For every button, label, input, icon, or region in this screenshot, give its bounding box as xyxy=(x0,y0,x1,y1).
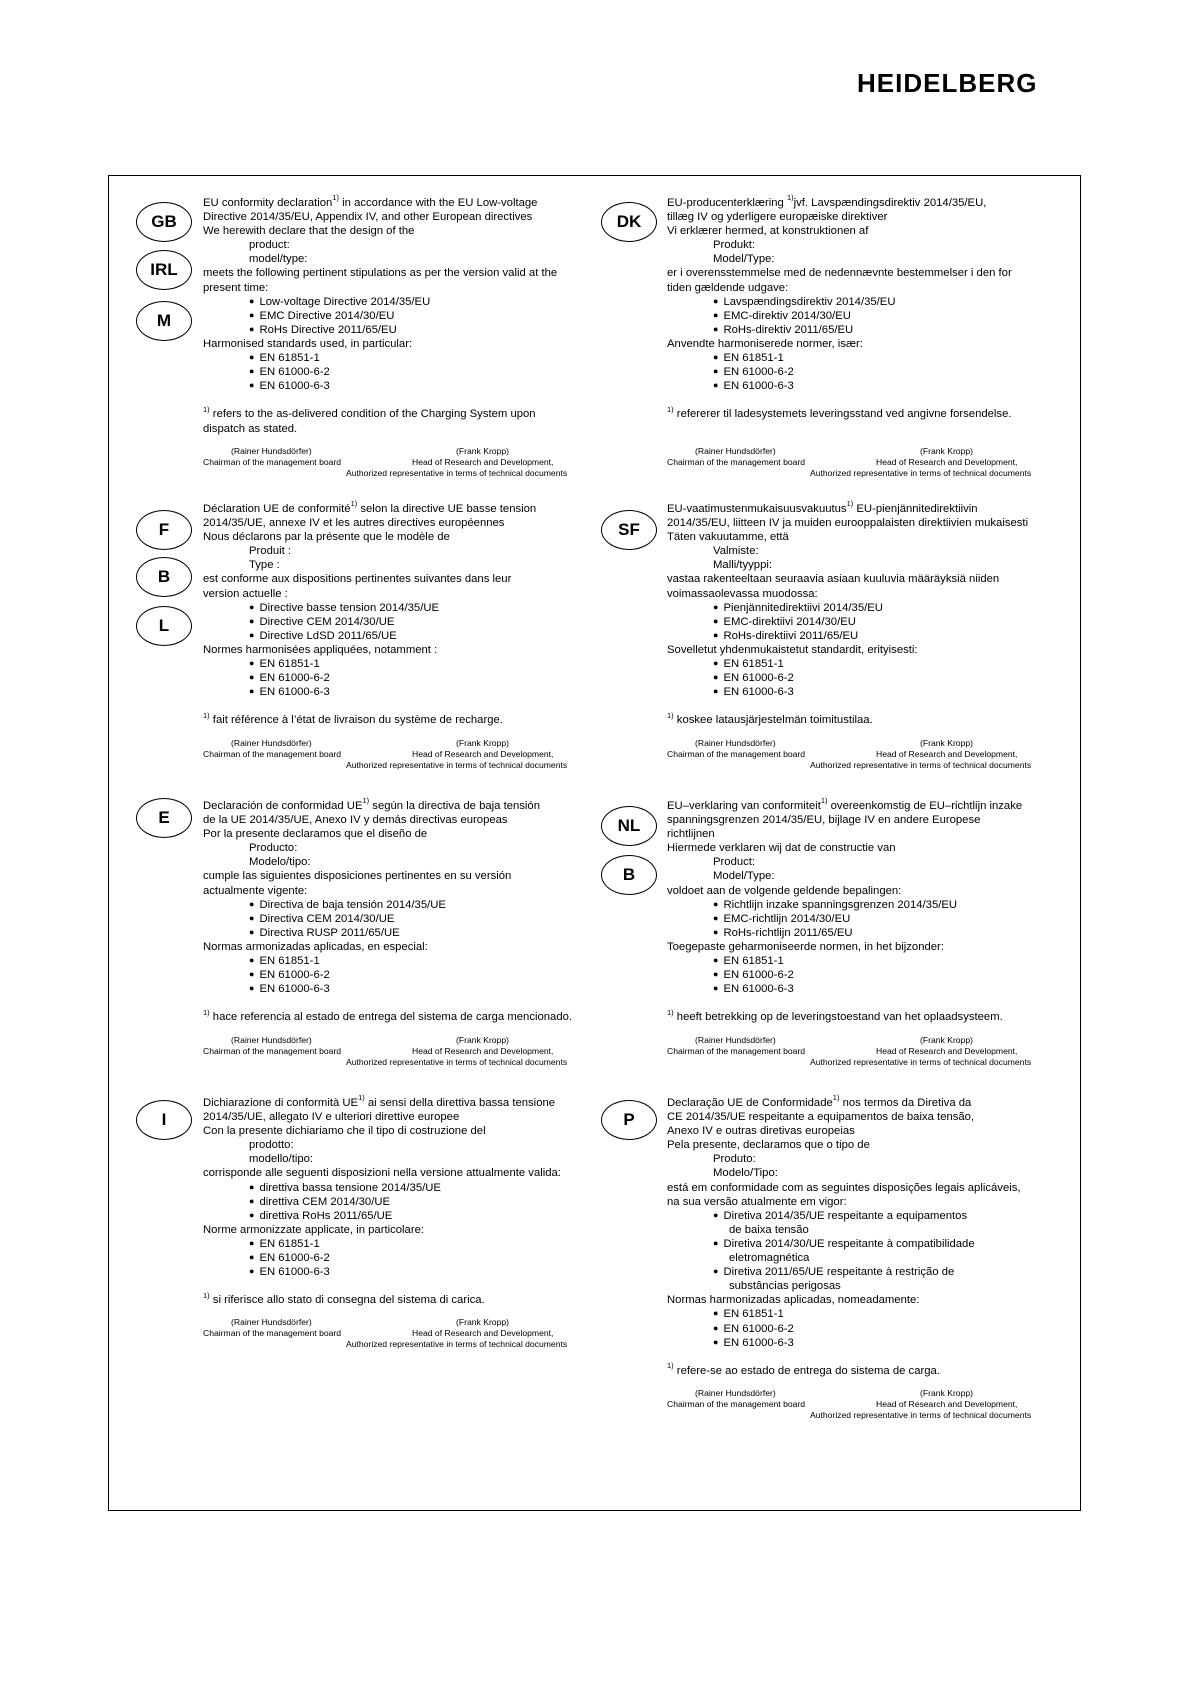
declaration-nl xyxy=(667,796,1107,1075)
text-line: 2014/35/UE, annexe IV et les autres directives européennes xyxy=(203,517,505,530)
declaration-it xyxy=(203,1093,643,1357)
text-line: ● EN 61851-1 xyxy=(667,1307,1107,1321)
text-line: substâncias perigosas xyxy=(729,1280,841,1293)
declaration-fr xyxy=(203,499,643,778)
text-line: ● RoHs-direktiivi 2011/65/EU xyxy=(667,629,1107,643)
text-line: Produit : xyxy=(249,545,292,558)
text-line: Anvendte harmoniserede normer, især: xyxy=(667,337,863,350)
text-line: ● Lavspændingsdirektiv 2014/35/EU xyxy=(667,295,1107,309)
text-line: ● EN 61000-6-2 xyxy=(667,671,1107,685)
text-line: ● EN 61851-1 xyxy=(203,657,643,671)
text-line: tiden gældende udgave: xyxy=(667,281,789,294)
signature-block xyxy=(203,1317,643,1357)
text-line: er i overensstemmelse med de nedennævnte bestemmelser i den for xyxy=(667,267,1012,280)
text-line: corrisponde alle seguenti disposizioni nella versione attualmente valida: xyxy=(203,1167,561,1180)
footnote-marker: 1) xyxy=(203,1290,210,1300)
text-line: ● EMC-richtlijn 2014/30/EU xyxy=(667,912,1107,926)
text-line: ● Directive LdSD 2011/65/UE xyxy=(203,629,643,643)
signature-text: (Frank Kropp) xyxy=(456,1034,510,1045)
signature-text: Authorized representative in terms of technical documents xyxy=(810,1409,1032,1420)
signature-text: Chairman of the management board xyxy=(667,1045,806,1056)
text-line: tillæg IV og yderligere europæiske direktiver xyxy=(667,211,888,224)
text-line: ● EN 61851-1 xyxy=(667,954,1107,968)
text-line: ● direttiva RoHs 2011/65/UE xyxy=(203,1209,643,1223)
spacer xyxy=(203,393,643,407)
signature-block xyxy=(667,1388,1107,1428)
country-code-m: M xyxy=(136,301,192,341)
footnote-marker: 1) xyxy=(667,1007,674,1017)
spacer xyxy=(667,699,1107,713)
text-line: Sovelletut yhdenmukaistetut standardit, erityisesti: xyxy=(667,643,918,656)
text-line: ● EN 61851-1 xyxy=(203,351,643,365)
heidelberg-logo: HEIDELBERG xyxy=(857,68,1038,98)
text-line: ● EN 61000-6-2 xyxy=(203,365,643,379)
text-line: ● Diretiva 2014/30/UE respeitante à compatibilidade xyxy=(667,1237,1107,1251)
text-line: ● Directiva CEM 2014/30/UE xyxy=(203,912,643,926)
text-line: Norme armonizzate applicate, in particolare: xyxy=(203,1223,425,1236)
text-line: Modelo/Tipo: xyxy=(713,1167,778,1180)
text-line: Produto: xyxy=(713,1153,756,1166)
text-line: ● direttiva bassa tensione 2014/35/UE xyxy=(203,1181,643,1195)
footnote-marker: 1) xyxy=(667,710,674,720)
text-line: $^{1)}$ refererer til ladesystemets leveringsstand ved angivne forsendelse. xyxy=(667,404,1012,421)
text-line: Product: xyxy=(713,856,756,869)
spacer xyxy=(667,393,1107,407)
signature-text: (Rainer Hundsdörfer) xyxy=(695,1034,776,1045)
text-line: ● EN 61851-1 xyxy=(203,954,643,968)
signature-text: Authorized representative in terms of technical documents xyxy=(346,1339,568,1350)
text-line: Type : xyxy=(249,559,280,572)
text-line: Declaración de conformidad UE$^{1)}$ según la directiva de baja tensión xyxy=(203,796,540,812)
text-line: Model/Type: xyxy=(713,870,775,883)
signature-text: Chairman of the management board xyxy=(203,1328,342,1339)
text-line: version actuelle : xyxy=(203,587,288,600)
text-line: ● Directive basse tension 2014/35/UE xyxy=(203,601,643,615)
signature-text: (Rainer Hundsdörfer) xyxy=(695,1387,776,1398)
signature-text: (Frank Kropp) xyxy=(920,445,974,456)
text-line: eletromagnética xyxy=(729,1252,810,1265)
footnote-marker: 1) xyxy=(203,710,210,720)
text-line: Täten vakuutamme, että xyxy=(667,531,789,544)
text-line: $^{1)}$ refers to the as-delivered condition of the Charging System upon xyxy=(203,404,536,421)
text-line: Con la presente dichiariamo che il tipo di costruzione del xyxy=(203,1125,486,1138)
signature-block xyxy=(203,738,643,778)
text-line: Por la presente declaramos que el diseño de xyxy=(203,828,428,841)
signature-text: Head of Research and Development, xyxy=(876,1398,1018,1409)
text-line: EU-producenterklæring $^{1)}$jvf. Lavspændingsdirektiv 2014/35/EU, xyxy=(667,193,987,209)
text-line: product: xyxy=(249,239,290,252)
text-line: Directive 2014/35/EU, Appendix IV, and other European directives xyxy=(203,211,533,224)
text-line: Produkt: xyxy=(713,239,756,252)
country-code-irl: IRL xyxy=(136,250,192,290)
text-line: Declaração UE de Conformidade$^{1)}$ nos termos da Diretiva da xyxy=(667,1093,972,1109)
text-line: EU–verklaring van conformiteit$^{1)}$ overeenkomstig de EU–richtlijn inzake xyxy=(667,796,1023,812)
signature-text: Chairman of the management board xyxy=(667,456,806,467)
text-line: ● EN 61000-6-3 xyxy=(667,1336,1107,1350)
text-line: actualmente vigente: xyxy=(203,884,308,897)
text-line: ● Diretiva 2011/65/UE respeitante à restrição de xyxy=(667,1265,1107,1279)
text-line: Déclaration UE de conformité$^{1)}$ selon la directive UE basse tension xyxy=(203,499,537,515)
signature-block xyxy=(667,1035,1107,1075)
text-line: EU conformity declaration$^{1)}$ in accordance with the EU Low-voltage xyxy=(203,193,538,209)
country-code-gb: GB xyxy=(136,202,192,242)
signature-text: Head of Research and Development, xyxy=(876,1045,1018,1056)
spacer xyxy=(203,699,643,713)
footnote-marker: 1) xyxy=(203,1007,210,1017)
text-line: $^{1)}$ heeft betrekking op de leveringstoestand van het oplaadsysteem. xyxy=(667,1007,1003,1024)
declaration-fi xyxy=(667,499,1107,778)
signature-block xyxy=(203,446,643,486)
text-line: present time: xyxy=(203,281,269,294)
text-line: Dichiarazione di conformità UE$^{1)}$ ai sensi della direttiva bassa tensione xyxy=(203,1093,556,1109)
text-line: ● EN 61000-6-2 xyxy=(667,365,1107,379)
text-line: model/type: xyxy=(249,253,308,266)
text-line: voimassaolevassa muodossa: xyxy=(667,587,818,600)
country-code-l: L xyxy=(136,606,192,646)
signature-text: Authorized representative in terms of technical documents xyxy=(346,1056,568,1067)
signature-text: Head of Research and Development, xyxy=(876,456,1018,467)
spacer xyxy=(667,996,1107,1010)
text-line: ● EN 61000-6-3 xyxy=(667,982,1107,996)
text-line: prodotto: xyxy=(249,1139,294,1152)
text-line: ● Diretiva 2014/35/UE respeitante a equipamentos xyxy=(667,1209,1107,1223)
signature-text: (Frank Kropp) xyxy=(920,1387,974,1398)
text-line: cumple las siguientes disposiciones pertinentes en su versión xyxy=(203,870,512,883)
text-line: ● EN 61000-6-3 xyxy=(203,982,643,996)
text-line: ● EN 61000-6-2 xyxy=(667,1322,1107,1336)
declaration-en xyxy=(203,193,643,486)
text-line: dispatch as stated. xyxy=(203,422,298,435)
text-line: ● EMC Directive 2014/30/EU xyxy=(203,309,643,323)
text-line: Vi erklærer hermed, at konstruktionen af xyxy=(667,225,869,238)
text-line: ● Low-voltage Directive 2014/35/EU xyxy=(203,295,643,309)
country-code-e: E xyxy=(136,798,192,838)
signature-text: (Frank Kropp) xyxy=(456,1317,510,1328)
text-line: está em conformidade com as seguintes disposições legais aplicáveis, xyxy=(667,1181,1021,1194)
footnote-marker: 1) xyxy=(832,1093,840,1103)
text-line: $^{1)}$ refere-se ao estado de entrega do sistema de carga. xyxy=(667,1361,940,1377)
spacer xyxy=(203,996,643,1010)
text-line: $^{1)}$ si riferisce allo stato di consegna del sistema di carica. xyxy=(203,1290,485,1307)
signature-text: (Rainer Hundsdörfer) xyxy=(231,1034,312,1045)
signature-block xyxy=(203,1035,643,1075)
signature-text: (Frank Kropp) xyxy=(920,737,974,748)
text-line: 2014/35/EU, liitteen IV ja muiden eurooppalaisten direktiivien mukaisesti xyxy=(667,517,1029,530)
signature-text: Chairman of the management board xyxy=(667,1398,806,1409)
footnote-marker: 1) xyxy=(667,404,674,414)
signature-text: Chairman of the management board xyxy=(203,748,342,759)
country-code-p: P xyxy=(601,1100,657,1140)
text-line: de la UE 2014/35/UE, Anexo IV y demás directivas europeas xyxy=(203,814,508,827)
text-line: ● EN 61000-6-2 xyxy=(203,1251,643,1265)
text-line: Normas armonizadas aplicadas, en especial: xyxy=(203,940,428,953)
text-line: ● RoHs Directive 2011/65/EU xyxy=(203,323,643,337)
country-code-sf: SF xyxy=(601,510,657,550)
text-line: ● EN 61000-6-3 xyxy=(203,685,643,699)
text-line: Modelo/tipo: xyxy=(249,856,311,869)
text-line: ● EN 61000-6-2 xyxy=(203,968,643,982)
text-line: spanningsgrenzen 2014/35/EU, bijlage IV en andere Europese xyxy=(667,814,981,827)
text-line: CE 2014/35/UE respeitante a equipamentos de baixa tensão, xyxy=(667,1111,975,1124)
declaration-pt xyxy=(667,1093,1107,1428)
footnote-marker: 1) xyxy=(846,499,854,509)
text-line: $^{1)}$ fait référence à l’état de livraison du système de recharge. xyxy=(203,710,503,727)
signature-text: Head of Research and Development, xyxy=(412,748,554,759)
signature-block xyxy=(667,738,1107,778)
text-line: ● EN 61000-6-2 xyxy=(667,968,1107,982)
country-code-b: B xyxy=(136,557,192,597)
text-line: ● EN 61000-6-3 xyxy=(667,685,1107,699)
country-code-b-nl: B xyxy=(601,855,657,895)
text-line: $^{1)}$ koskee latausjärjestelmän toimitustilaa. xyxy=(667,710,873,727)
text-line: ● Pienjännitedirektiivi 2014/35/EU xyxy=(667,601,1107,615)
text-line: Nous déclarons par la présente que le modèle de xyxy=(203,531,450,544)
text-line: ● EN 61000-6-3 xyxy=(667,379,1107,393)
country-code-f: F xyxy=(136,510,192,550)
spacer xyxy=(203,1279,643,1293)
signature-text: (Rainer Hundsdörfer) xyxy=(231,445,312,456)
signature-text: Head of Research and Development, xyxy=(412,1328,554,1339)
declaration-dk xyxy=(667,193,1107,486)
country-code-i: I xyxy=(136,1100,192,1140)
signature-text: (Rainer Hundsdörfer) xyxy=(231,1317,312,1328)
text-line: de baixa tensão xyxy=(729,1223,809,1236)
text-line: Hiermede verklaren wij dat de constructie van xyxy=(667,842,896,855)
signature-text: (Frank Kropp) xyxy=(456,445,510,456)
text-line: ● Richtlijn inzake spanningsgrenzen 2014/35/EU xyxy=(667,898,1107,912)
signature-block xyxy=(667,446,1107,486)
footnote-marker: 1) xyxy=(350,499,358,509)
text-line: ● EN 61000-6-3 xyxy=(203,1265,643,1279)
text-line: na sua versão atualmente em vigor: xyxy=(667,1195,847,1208)
text-line: ● EN 61851-1 xyxy=(667,351,1107,365)
text-line: We herewith declare that the design of the xyxy=(203,225,415,238)
signature-text: Authorized representative in terms of technical documents xyxy=(346,467,568,478)
signature-text: (Rainer Hundsdörfer) xyxy=(695,445,776,456)
text-line: ● EN 61851-1 xyxy=(667,657,1107,671)
text-line: EU-vaatimustenmukaisuusvakuutus$^{1)}$ EU-pienjännitedirektiivin xyxy=(667,499,978,515)
signature-text: (Rainer Hundsdörfer) xyxy=(695,737,776,748)
spacer xyxy=(667,422,1107,436)
signature-text: (Rainer Hundsdörfer) xyxy=(231,737,312,748)
text-line: 2014/35/UE, allegato IV e ulteriori direttive europee xyxy=(203,1111,460,1124)
signature-text: Head of Research and Development, xyxy=(876,748,1018,759)
text-line: ● EN 61000-6-2 xyxy=(203,671,643,685)
text-line: ● RoHs-direktiv 2011/65/EU xyxy=(667,323,1107,337)
text-line: ● EN 61000-6-3 xyxy=(203,379,643,393)
text-line: Toegepaste geharmoniseerde normen, in het bijzonder: xyxy=(667,940,944,953)
signature-text: Authorized representative in terms of technical documents xyxy=(810,467,1032,478)
text-line: $^{1)}$ hace referencia al estado de entrega del sistema de carga mencionado. xyxy=(203,1007,573,1024)
text-line: modello/tipo: xyxy=(249,1153,314,1166)
text-line: ● RoHs-richtlijn 2011/65/EU xyxy=(667,926,1107,940)
text-line: Normes harmonisées appliquées, notamment : xyxy=(203,643,438,656)
footnote-marker: 1) xyxy=(358,1093,365,1103)
signature-text: Authorized representative in terms of technical documents xyxy=(346,759,568,770)
text-line: Pela presente, declaramos que o tipo de xyxy=(667,1139,870,1152)
signature-text: Chairman of the management board xyxy=(203,456,342,467)
signature-text: Head of Research and Development, xyxy=(412,1045,554,1056)
text-line: Anexo IV e outras diretivas europeias xyxy=(667,1125,855,1138)
text-line: richtlijnen xyxy=(667,828,715,841)
footnote-marker: 1) xyxy=(332,193,340,203)
signature-text: (Frank Kropp) xyxy=(456,737,510,748)
text-line: voldoet aan de volgende geldende bepalingen: xyxy=(667,884,902,897)
text-line: est conforme aux dispositions pertinentes suivantes dans leur xyxy=(203,573,512,586)
text-line: ● Directiva RUSP 2011/65/UE xyxy=(203,926,643,940)
footnote-marker: 1) xyxy=(786,193,794,203)
signature-text: Authorized representative in terms of technical documents xyxy=(810,759,1032,770)
text-line: Normas harmonizadas aplicadas, nomeadamente: xyxy=(667,1294,920,1307)
country-code-nl: NL xyxy=(601,806,657,846)
text-line: Valmiste: xyxy=(713,545,759,558)
text-line: ● EN 61851-1 xyxy=(203,1237,643,1251)
text-line: Model/Type: xyxy=(713,253,775,266)
text-line: Harmonised standards used, in particular: xyxy=(203,337,413,350)
footnote-marker: 1) xyxy=(667,1361,674,1371)
text-line: ● Directive CEM 2014/30/UE xyxy=(203,615,643,629)
text-line: vastaa rakenteeltaan seuraavia asiaan kuuluvia määräyksiä niiden xyxy=(667,573,1000,586)
text-line: Producto: xyxy=(249,842,298,855)
text-line: ● Directiva de baja tensión 2014/35/UE xyxy=(203,898,643,912)
footnote-marker: 1) xyxy=(820,796,828,806)
signature-text: Head of Research and Development, xyxy=(412,456,554,467)
footnote-marker: 1) xyxy=(203,404,210,414)
signature-text: Authorized representative in terms of technical documents xyxy=(810,1056,1032,1067)
signature-text: Chairman of the management board xyxy=(667,748,806,759)
spacer xyxy=(667,1350,1107,1364)
declaration-es xyxy=(203,796,643,1075)
country-code-dk: DK xyxy=(601,202,657,242)
signature-text: Chairman of the management board xyxy=(203,1045,342,1056)
text-line: ● EMC-direktiv 2014/30/EU xyxy=(667,309,1107,323)
signature-text: (Frank Kropp) xyxy=(920,1034,974,1045)
text-line: ● direttiva CEM 2014/30/UE xyxy=(203,1195,643,1209)
text-line: meets the following pertinent stipulations as per the version valid at the xyxy=(203,267,558,280)
text-line: ● EMC-direktiivi 2014/30/EU xyxy=(667,615,1107,629)
text-line: Malli/tyyppi: xyxy=(713,559,773,572)
footnote-marker: 1) xyxy=(362,796,370,806)
